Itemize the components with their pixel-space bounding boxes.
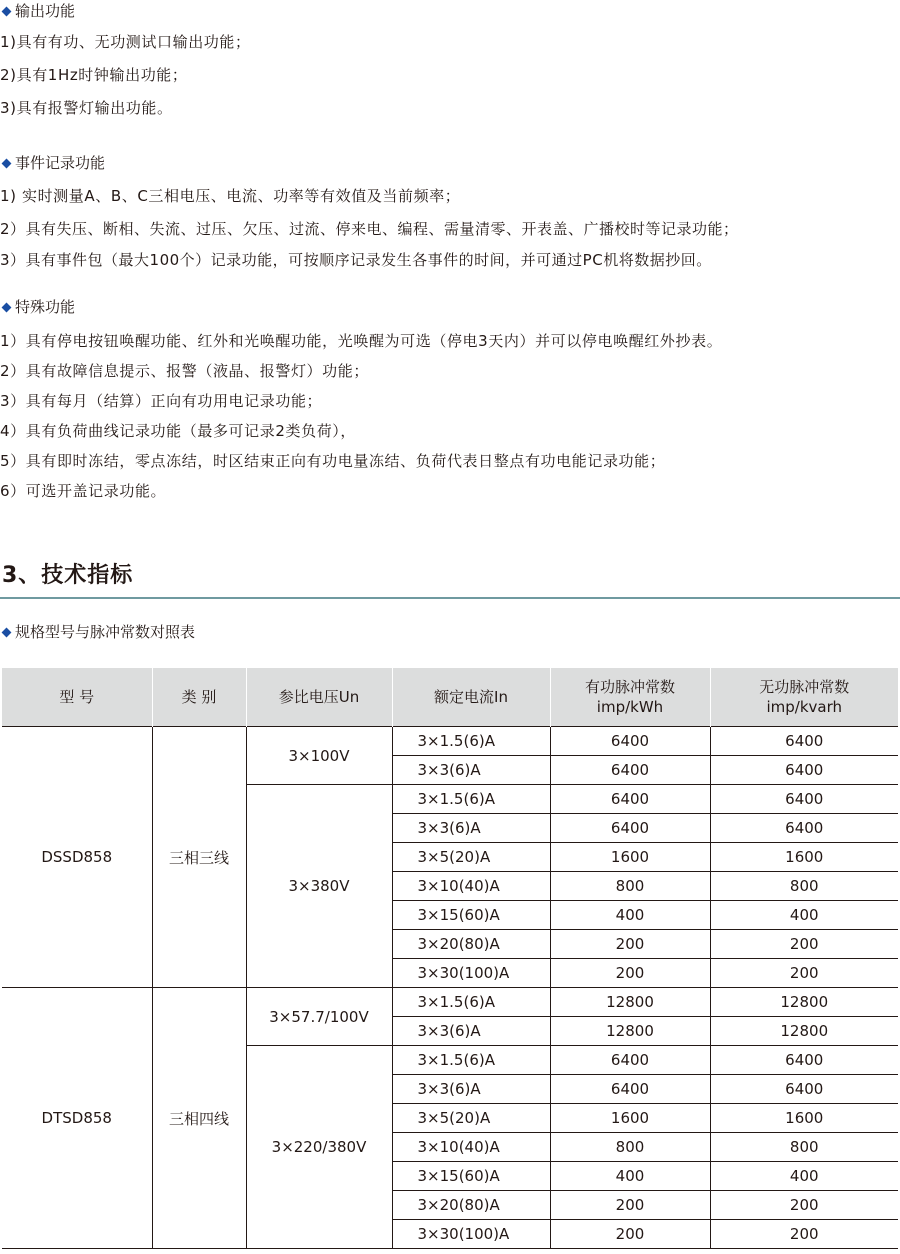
special-item: 6）可选开盖记录功能。 (0, 482, 167, 500)
current-cell: 3×3(6)A (392, 756, 550, 785)
current-cell: 3×1.5(6)A (392, 785, 550, 814)
header-reactive-constant: 无功脉冲常数 imp/kvarh (710, 668, 898, 727)
section-divider (0, 597, 900, 599)
table-heading: 规格型号与脉冲常数对照表 (0, 621, 900, 643)
reactive-constant-cell: 6400 (710, 1075, 898, 1104)
event-item: 2）具有失压、断相、失流、过压、欠压、过流、停来电、编程、需量清零、开表盖、广播校时等记录功能； (0, 220, 739, 238)
output-item: 3)具有报警灯输出功能。 (0, 99, 173, 117)
active-constant-cell: 6400 (550, 1075, 710, 1104)
reactive-constant-cell: 6400 (710, 756, 898, 785)
active-constant-cell: 1600 (550, 843, 710, 872)
reactive-constant-cell: 200 (710, 930, 898, 959)
active-constant-cell: 200 (550, 1220, 710, 1249)
current-cell: 3×20(80)A (392, 1191, 550, 1220)
active-constant-cell: 200 (550, 959, 710, 988)
current-cell: 3×30(100)A (392, 1220, 550, 1249)
voltage-cell: 3×220/380V (246, 1046, 392, 1249)
voltage-cell: 3×100V (246, 727, 392, 785)
reactive-constant-cell: 800 (710, 1133, 898, 1162)
event-section (0, 152, 900, 174)
current-cell: 3×15(60)A (392, 901, 550, 930)
output-heading: 输出功能 (0, 0, 900, 22)
diamond-bullet-icon (2, 158, 12, 168)
reactive-constant-cell: 6400 (710, 727, 898, 756)
table-header-row (2, 668, 898, 727)
reactive-constant-cell: 1600 (710, 843, 898, 872)
active-constant-cell: 400 (550, 1162, 710, 1191)
active-constant-cell: 6400 (550, 727, 710, 756)
current-cell: 3×10(40)A (392, 872, 550, 901)
active-constant-cell: 800 (550, 1133, 710, 1162)
reactive-constant-cell: 400 (710, 901, 898, 930)
output-item: 2)具有1Hz时钟输出功能； (0, 66, 188, 84)
special-heading: 特殊功能 (0, 296, 900, 318)
current-cell: 3×10(40)A (392, 1133, 550, 1162)
special-section (0, 296, 900, 318)
spec-table (2, 668, 898, 1249)
section-title: 3、技术指标 (2, 563, 134, 588)
active-constant-cell: 12800 (550, 1017, 710, 1046)
current-cell: 3×20(80)A (392, 930, 550, 959)
special-item: 1）具有停电按钮唤醒功能、红外和光唤醒功能，光唤醒为可选（停电3天内）并可以停电唤醒红外抄表。 (0, 332, 723, 350)
reactive-constant-cell: 200 (710, 1191, 898, 1220)
reactive-constant-cell: 6400 (710, 1046, 898, 1075)
current-cell: 3×5(20)A (392, 843, 550, 872)
reactive-constant-cell: 12800 (710, 1017, 898, 1046)
reactive-constant-cell: 6400 (710, 785, 898, 814)
special-item: 4）具有负荷曲线记录功能（最多可记录2类负荷）， (0, 422, 356, 440)
header-voltage: 参比电压Un (246, 668, 392, 727)
event-heading: 事件记录功能 (0, 152, 900, 174)
event-item: 3）具有事件包（最大100个）记录功能，可按顺序记录发生各事件的时间，并可通过PC机将数据抄回。 (0, 251, 712, 269)
current-cell: 3×3(6)A (392, 1075, 550, 1104)
diamond-bullet-icon (2, 302, 12, 312)
header-category: 类 别 (152, 668, 246, 727)
reactive-constant-cell: 400 (710, 1162, 898, 1191)
output-item: 1)具有有功、无功测试口输出功能； (0, 33, 251, 51)
active-constant-cell: 6400 (550, 1046, 710, 1075)
table-row (2, 988, 898, 1017)
current-cell: 3×3(6)A (392, 1017, 550, 1046)
model-cell: DSSD858 (2, 727, 152, 988)
voltage-cell: 3×380V (246, 785, 392, 988)
active-constant-cell: 800 (550, 872, 710, 901)
current-cell: 3×5(20)A (392, 1104, 550, 1133)
current-cell: 3×1.5(6)A (392, 988, 550, 1017)
table-section (0, 621, 900, 643)
reactive-constant-cell: 12800 (710, 988, 898, 1017)
special-item: 5）具有即时冻结，零点冻结，时区结束正向有功电量冻结、负荷代表日整点有功电能记录功能； (0, 452, 666, 470)
header-active-constant: 有功脉冲常数 imp/kWh (550, 668, 710, 727)
reactive-constant-cell: 200 (710, 959, 898, 988)
current-cell: 3×15(60)A (392, 1162, 550, 1191)
current-cell: 3×1.5(6)A (392, 727, 550, 756)
current-cell: 3×3(6)A (392, 814, 550, 843)
special-item: 3）具有每月（结算）正向有功用电记录功能； (0, 392, 323, 410)
table-body (2, 727, 898, 1249)
special-item: 2）具有故障信息提示、报警（液晶、报警灯）功能； (0, 362, 369, 380)
output-section (0, 0, 900, 22)
active-constant-cell: 200 (550, 930, 710, 959)
diamond-bullet-icon (2, 627, 12, 637)
voltage-cell: 3×57.7/100V (246, 988, 392, 1046)
diamond-bullet-icon (2, 6, 12, 16)
reactive-constant-cell: 1600 (710, 1104, 898, 1133)
active-constant-cell: 6400 (550, 756, 710, 785)
active-constant-cell: 6400 (550, 785, 710, 814)
active-constant-cell: 400 (550, 901, 710, 930)
reactive-constant-cell: 800 (710, 872, 898, 901)
active-constant-cell: 12800 (550, 988, 710, 1017)
active-constant-cell: 1600 (550, 1104, 710, 1133)
header-current: 额定电流In (392, 668, 550, 727)
reactive-constant-cell: 200 (710, 1220, 898, 1249)
current-cell: 3×1.5(6)A (392, 1046, 550, 1075)
category-cell: 三相四线 (152, 988, 246, 1249)
active-constant-cell: 6400 (550, 814, 710, 843)
category-cell: 三相三线 (152, 727, 246, 988)
table-row (2, 727, 898, 756)
event-item: 1) 实时测量A、B、C三相电压、电流、功率等有效值及当前频率； (0, 187, 461, 205)
header-model: 型 号 (2, 668, 152, 727)
active-constant-cell: 200 (550, 1191, 710, 1220)
model-cell: DTSD858 (2, 988, 152, 1249)
reactive-constant-cell: 6400 (710, 814, 898, 843)
current-cell: 3×30(100)A (392, 959, 550, 988)
